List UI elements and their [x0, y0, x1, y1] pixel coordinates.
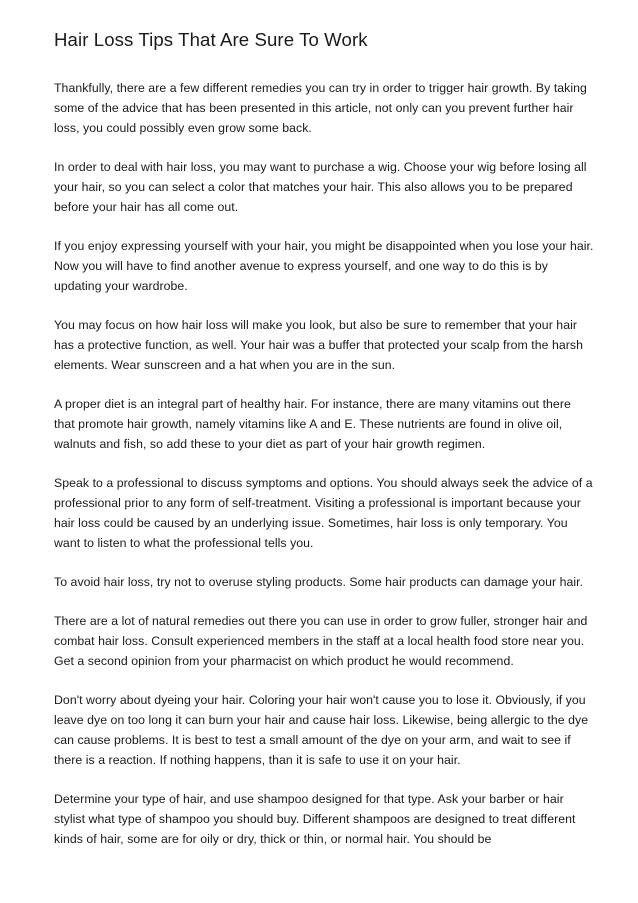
paragraph-protection: You may focus on how hair loss will make you look, but also be sure to remember that your hair has a protective function, as well. Your hair was a buffer that protected your scalp from the harsh elements. Wear sunscreen and a hat when you are in the sun. [54, 318, 583, 372]
document-title: Hair Loss Tips That Are Sure To Work [54, 29, 368, 50]
paragraph-diet: A proper diet is an integral part of healthy hair. For instance, there are many vitamins out there that promote hair growth, namely vitamins like A and E. These nutrients are found in olive oil, walnuts and fish, so add these to your diet as part of your hair growth regimen. [54, 397, 571, 451]
paragraph-natural-remedies: There are a lot of natural remedies out there you can use in order to grow fuller, stronger hair and combat hair loss. Consult experienced members in the staff at a local health food store near you. Get a second opinion from your pharmacist on which product he would recommend. [54, 614, 588, 668]
paragraph-professional: Speak to a professional to discuss symptoms and options. You should always seek the advice of a professional prior to any form of self-treatment. Visiting a professional is important because your hair loss could be caused by an underlying issue. Sometimes, hair loss is only temporary. You want to listen to what the professional tells you. [54, 476, 593, 550]
paragraph-shampoo: Determine your type of hair, and use shampoo designed for that type. Ask your barber or hair stylist what type of shampoo you should buy. Different shampoos are designed to treat different kinds of hair, some are for oily or dry, thick or thin, or normal hair. You should be [54, 792, 576, 846]
paragraph-styling-products: To avoid hair loss, try not to overuse styling products. Some hair products can damage your hair. [54, 575, 584, 589]
paragraph-expression: If you enjoy expressing yourself with your hair, you might be disappointed when you lose your hair. Now you will have to find another avenue to express yourself, and one way to do this is by updating your wardrobe. [54, 239, 594, 293]
paragraph-wig: In order to deal with hair loss, you may want to purchase a wig. Choose your wig before losing all your hair, so you can select a color that matches your hair. This also allows you to be prepared before your hair has all come out. [54, 160, 587, 214]
paragraph-dyeing: Don't worry about dyeing your hair. Coloring your hair won't cause you to lose it. Obviously, if you leave dye on too long it can burn your hair and cause hair loss. Likewise, being allergic to the dye can cause problems. It is best to test a small amount of the dye on your arm, and wait to see if there is a reaction. If nothing happens, than it is safe to use it on your hair. [54, 693, 589, 767]
paragraph-remedies-intro: Thankfully, there are a few different remedies you can try in order to trigger hair growth. By taking some of the advice that has been presented in this article, not only can you prevent further hair loss, you could possibly even grow some back. [54, 81, 587, 135]
document-page [54, 28, 594, 868]
